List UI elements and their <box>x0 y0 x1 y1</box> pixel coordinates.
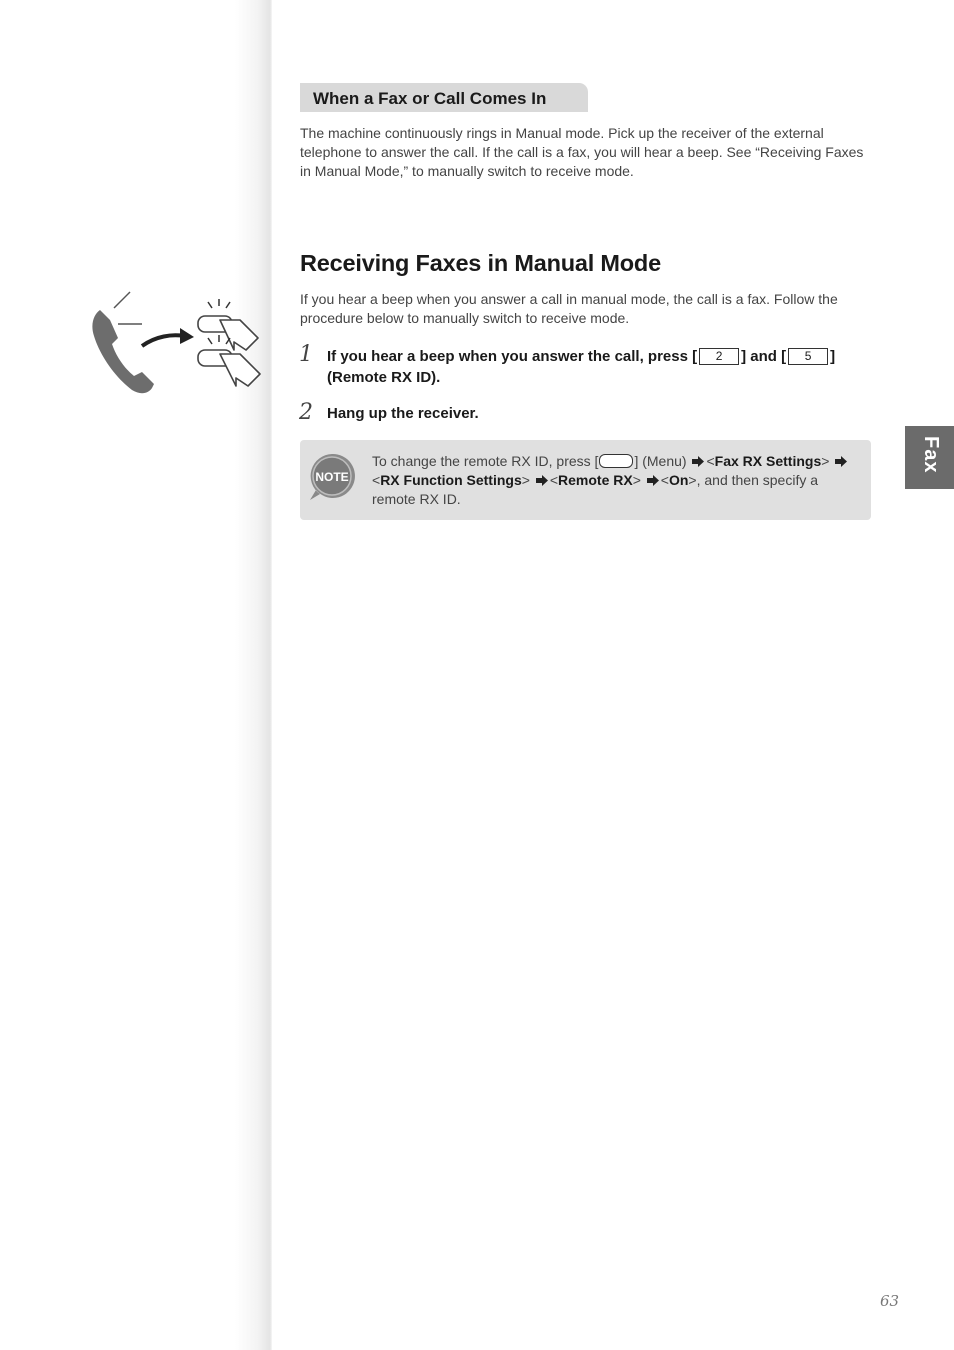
note-box <box>300 440 871 520</box>
note-gt-3: > <box>632 472 641 488</box>
right-arrow-icon <box>647 475 659 486</box>
step-2-number: 2 <box>299 400 313 425</box>
right-arrow-icon <box>835 456 847 467</box>
note-lt-3: < <box>549 472 559 488</box>
right-arrow-icon <box>536 475 548 486</box>
side-tab-fax[interactable] <box>905 426 954 489</box>
note-text <box>372 452 862 509</box>
note-text-3: >, and then specify a remote RX ID. <box>372 472 819 507</box>
note-icon-label: NOTE <box>315 470 349 484</box>
note-gt-1: > <box>821 453 830 469</box>
page-title: Receiving Faxes in Manual Mode <box>300 250 661 276</box>
step-1-number: 1 <box>299 342 313 367</box>
step-1-text-b: ] and [ <box>741 348 787 365</box>
menu-key-icon <box>599 454 633 468</box>
note-item-fax-rx-settings: Fax RX Settings <box>714 453 822 469</box>
right-arrow-icon <box>692 456 704 467</box>
section-body: The machine continuously rings in Manual mode. Pick up the receiver of the external telephone to answer the call. If the call is a fax, you will hear a beep. See “Receiving Faxes in Manual Mode,” to manually switch to receive mode. <box>300 125 864 179</box>
page-number: 63 <box>880 1292 900 1310</box>
step-1-text-a: If you hear a beep when you answer the call, press [ <box>327 348 698 365</box>
note-lt-1: < <box>706 453 715 469</box>
keypad-press-icon <box>198 299 260 386</box>
phone-keypad-illustration <box>84 284 268 400</box>
section-heading: When a Fax or Call Comes In <box>300 83 588 112</box>
note-text-1: To change the remote RX ID, press [ <box>372 453 599 469</box>
side-tab-label: Fax <box>920 436 942 474</box>
note-item-remote-rx: Remote RX <box>558 472 633 488</box>
note-text-2: ] (Menu) <box>634 453 687 469</box>
note-item-on: On <box>668 472 689 488</box>
note-icon <box>306 450 358 502</box>
note-gt-2: > <box>521 472 530 488</box>
intro-text: If you hear a beep when you answer a call in manual mode, the call is a fax. Follow the procedure below to manually switch to receive mode. <box>300 291 838 326</box>
key-2: 2 <box>699 348 739 365</box>
note-lt-2: < <box>372 472 381 488</box>
key-5: 5 <box>788 348 828 365</box>
margin-shade <box>0 0 272 1350</box>
note-item-rx-function-settings: RX Function Settings <box>380 472 522 488</box>
step-2-text: Hang up the receiver. <box>327 405 479 422</box>
step-1-text-c: ] (Remote RX ID). <box>327 348 836 386</box>
step-1-text <box>327 346 872 388</box>
note-lt-4: < <box>660 472 669 488</box>
arrow-icon <box>142 328 194 346</box>
